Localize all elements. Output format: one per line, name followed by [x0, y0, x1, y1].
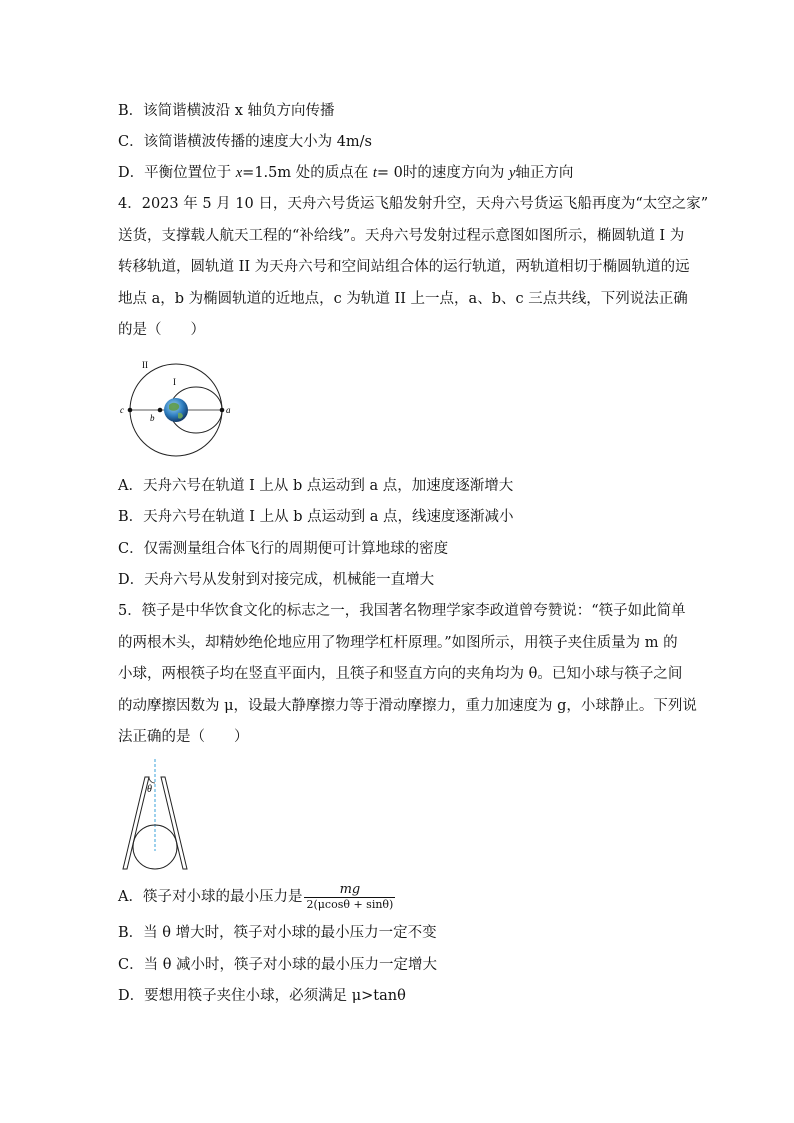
point-c-dot: [128, 408, 133, 413]
point-a-dot: [220, 408, 225, 413]
right-chopstick: [161, 777, 187, 869]
q4-stem-line-4: 地点 a，b 为椭圆轨道的近地点，c 为轨道 II 上一点，a、b、c 三点共线，下列说法正确: [118, 291, 688, 307]
q4-stem-line-1: 4．2023 年 5 月 10 日，天舟六号货运飞船发射升空，天舟六号货运飞船再度为“太空之家”: [118, 196, 709, 212]
q5-stem-line-5: 法正确的是（ ）: [118, 729, 249, 745]
q3-option-b: B．该简谐横波沿 x 轴负方向传播: [118, 103, 335, 119]
orbit-diagram: [112, 355, 242, 465]
angle-arc: [149, 777, 155, 783]
label-a: a: [226, 405, 231, 415]
q3-option-d-text-4: 轴正方向: [515, 165, 574, 181]
label-ii: II: [142, 360, 148, 370]
q3-var-x: x: [235, 165, 243, 181]
fraction-expression: [304, 882, 395, 912]
chopsticks-diagram: [118, 755, 198, 875]
q5-option-b: B．当 θ 增大时，筷子对小球的最小压力一定不变: [118, 925, 437, 941]
label-b: b: [150, 413, 155, 423]
q4-stem-line-2: 送货，支撑载人航天工程的“补给线”。天舟六号发射过程示意图如图所示，椭圆轨道 I 为: [118, 228, 685, 244]
fraction-numerator: mg: [304, 882, 395, 898]
q4-option-b: B．天舟六号在轨道 I 上从 b 点运动到 a 点，线速度逐渐减小: [118, 509, 514, 525]
q5-option-d: D．要想用筷子夹住小球，必须满足 μ>tanθ: [118, 988, 406, 1004]
label-theta: θ: [147, 784, 152, 795]
label-c: c: [120, 405, 124, 415]
q3-var-y: y: [508, 165, 516, 181]
q4-stem-line-3: 转移轨道，圆轨道 II 为天舟六号和空间站组合体的运行轨道，两轨道相切于椭圆轨道的远: [118, 259, 690, 275]
q3-option-c: C．该简谐横波传播的速度大小为 4m/s: [118, 134, 373, 150]
q4-option-a: A．天舟六号在轨道 I 上从 b 点运动到 a 点，加速度逐渐增大: [118, 478, 514, 494]
q4-option-d: D．天舟六号从发射到对接完成，机械能一直增大: [118, 572, 435, 588]
q5-option-a: [118, 880, 395, 914]
q3-option-d-text-3: = 0时的速度方向为: [376, 165, 505, 181]
left-chopstick: [123, 777, 149, 869]
q5-stem-line-3: 小球，两根筷子均在竖直平面内，且筷子和竖直方向的夹角均为 θ。已知小球与筷子之间: [118, 666, 683, 682]
q3-option-d-text-2: =1.5m 处的质点在: [242, 165, 369, 181]
q4-stem-line-5: 的是（ ）: [118, 322, 205, 338]
q5-stem-line-4: 的动摩擦因数为 μ，设最大静摩擦力等于滑动摩擦力，重力加速度为 g，小球静止。下列说: [118, 698, 697, 714]
point-b-dot: [158, 408, 163, 413]
q3-option-d-text-1: D．平衡位置位于: [118, 165, 232, 181]
label-i: I: [173, 377, 176, 387]
q5-option-c: C．当 θ 减小时，筷子对小球的最小压力一定增大: [118, 957, 438, 973]
fraction-denominator: 2(μcosθ + sinθ): [306, 898, 394, 911]
q3-var-t: t: [372, 165, 377, 181]
q4-option-c: C．仅需测量组合体飞行的周期便可计算地球的密度: [118, 541, 449, 557]
q5-stem-line-1: 5．筷子是中华饮食文化的标志之一，我国著名物理学家李政道曾夸赞说：“筷子如此简单: [118, 603, 686, 619]
q5-stem-line-2: 的两根木头，却精妙绝伦地应用了物理学杠杆原理。”如图所示，用筷子夹住质量为 m 的: [118, 635, 678, 651]
q3-option-d: [118, 163, 573, 183]
q5-option-a-text: A．筷子对小球的最小压力是: [118, 889, 303, 905]
